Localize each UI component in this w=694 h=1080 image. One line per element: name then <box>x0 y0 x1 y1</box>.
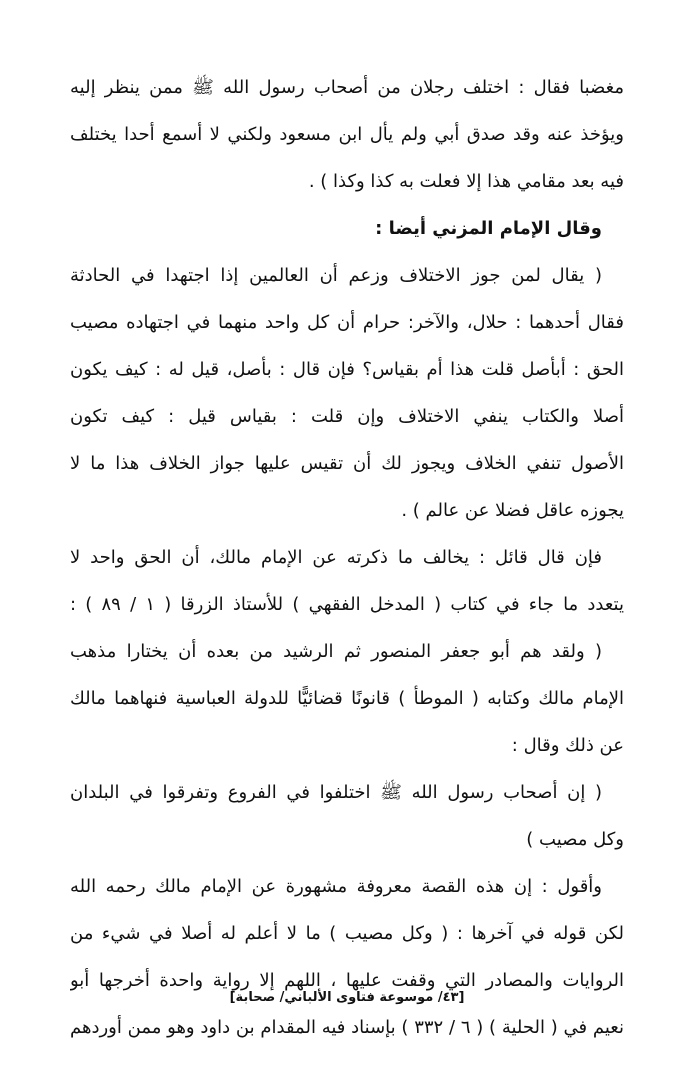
section-heading: وقال الإمام المزني أيضا : <box>375 218 602 239</box>
text-line: ويؤخذ عنه وقد صدق أبي ولم يأل ابن مسعود ولكني لا أسمع أحدا يختلف <box>70 124 624 145</box>
text-line: ( ولقد هم أبو جعفر المنصور ثم الرشيد من بعده أن يختارا مذهب <box>70 641 602 662</box>
text-line: الأصول تنفي الخلاف ويجوز لك أن تقيس عليها جواز الخلاف هذا ما لا <box>70 453 624 474</box>
text-line: يجوزه عاقل فضلا عن عالم ) . <box>401 500 624 521</box>
text-line: نعيم في ( الحلية ) ( ٦ / ٣٣٢ ) بإسناد فيه المقدام بن داود وهو ممن أوردهم <box>70 1017 624 1038</box>
text-line: أصلا والكتاب ينفي الاختلاف وإن قلت : بقياس قيل : كيف تكون <box>70 406 624 427</box>
text-line: لكن قوله في آخرها : ( وكل مصيب ) ما لا أعلم له أصلا في شيء من <box>70 923 624 944</box>
page-footer: [٤٣/ موسوعة فتاوى الألباني/ صحابة] <box>229 990 465 1005</box>
text-line: الإمام مالك وكتابه ( الموطأ ) قانونًا قضائيًّا للدولة العباسية فنهاهما مالك <box>70 688 624 709</box>
text-line: فإن قال قائل : يخالف ما ذكرته عن الإمام مالك، أن الحق واحد لا <box>70 547 602 568</box>
text-line: فيه بعد مقامي هذا إلا فعلت به كذا وكذا ) . <box>308 171 624 192</box>
text-line: وأقول : إن هذه القصة معروفة مشهورة عن الإمام مالك رحمه الله <box>70 876 602 897</box>
text-line: الحق : أبأصل قلت هذا أم بقياس؟ فإن قال : بأصل، قيل له : كيف يكون <box>70 359 624 380</box>
text-line: ( إن أصحاب رسول الله ﷺ اختلفوا في الفروع وتفرقوا في البلدان <box>70 782 602 803</box>
text-line: فقال أحدهما : حلال، والآخر: حرام أن كل واحد منهما في اجتهاده مصيب <box>70 312 624 333</box>
text-line: يتعدد ما جاء في كتاب ( المدخل الفقهي ) للأستاذ الزرقا ( ١ / ٨٩ ) : <box>70 594 624 615</box>
text-line: عن ذلك وقال : <box>511 735 624 756</box>
text-line: وكل مصيب ) <box>526 829 624 850</box>
text-line: مغضبا فقال : اختلف رجلان من أصحاب رسول الله ﷺ ممن ينظر إليه <box>70 77 624 98</box>
text-line: الروايات والمصادر التي وقفت عليها ، اللهم إلا رواية واحدة أخرجها أبو <box>70 970 624 991</box>
text-line: ( يقال لمن جوز الاختلاف وزعم أن العالمين إذا اجتهدا في الحادثة <box>70 265 602 286</box>
text-body <box>70 64 624 1051</box>
